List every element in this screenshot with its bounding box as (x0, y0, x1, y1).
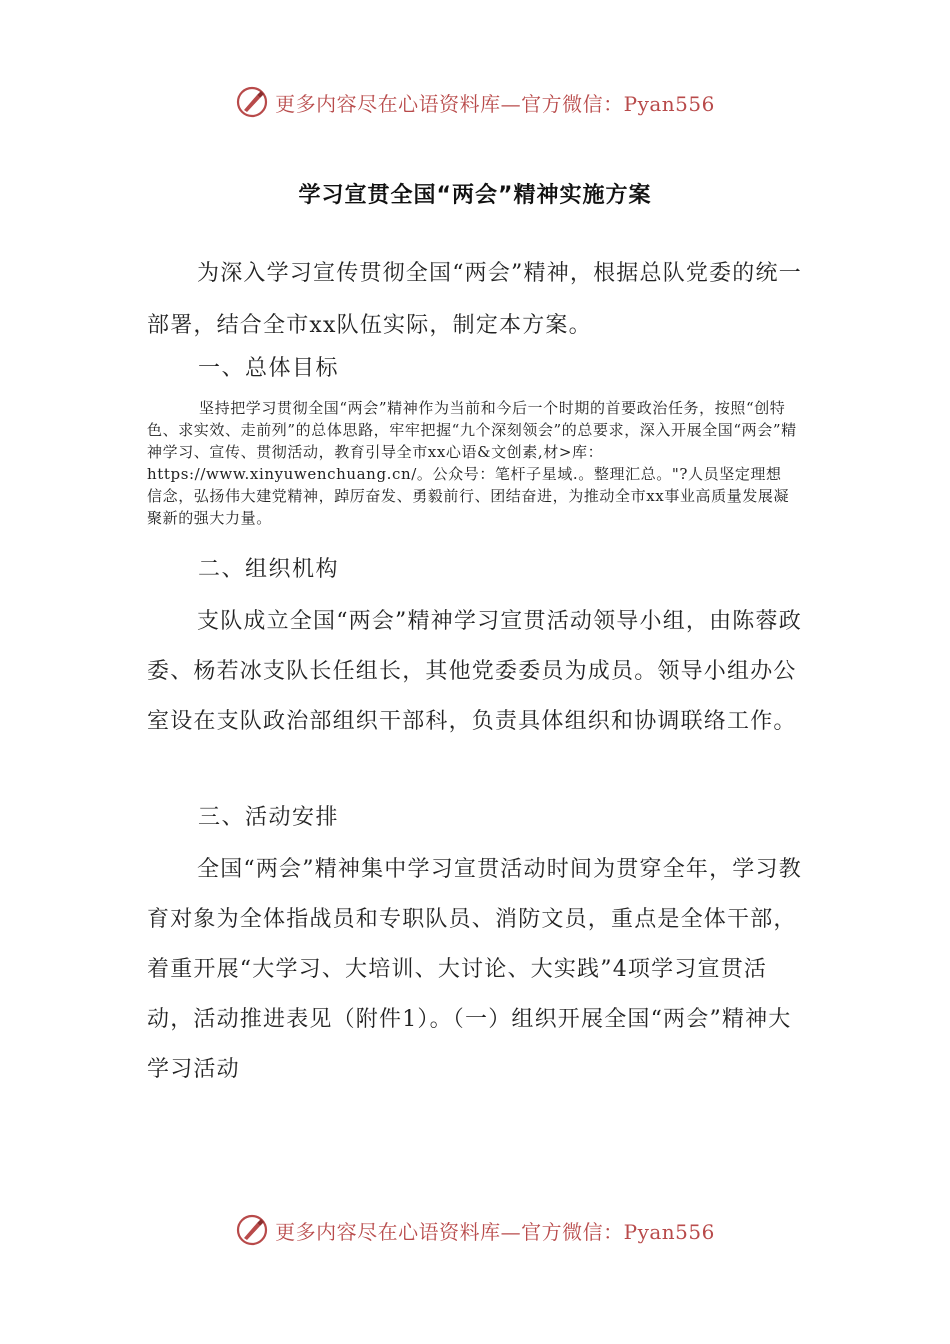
document-title: 学习宣贯全国“两会”精神实施方案 (298, 183, 652, 208)
intro-text: 为深入学习宣传贯彻全国“两会”精神，根据总队党委的统一部署，结合全市xx队伍实际，制定本方案。 (147, 261, 802, 338)
section-body-activities (147, 845, 807, 1095)
section-body-goals (147, 397, 797, 529)
section-body-organization (147, 597, 807, 747)
watermark-text: 更多内容尽在心语资料库—官方微信：Pyan556 (275, 1219, 715, 1244)
goals-text: 坚持把学习贯彻全国“两会”精神作为当前和今后一个时期的首要政治任务，按照“创特色、求实效、走前列”的总体思路，牢牢把握“九个深刻领会”的总要求，深入开展全国“两会”精神学习、宣传、贯彻活动，教育引导全市xx心语&文创素,材>库：https://www.xinyuwenchuang.cn/。公众号：笔杆子星域.。整理汇总。"?人员坚定理想信念，弘扬伟大建党精神，踔厉奋发、勇毅前行、团结奋进，为推动全市xx事业高质量发展凝聚新的强大力量。 (147, 399, 797, 527)
activities-text: 全国“两会”精神集中学习宣贯活动时间为贯穿全年，学习教育对象为全体指战员和专职队员、消防文员，重点是全体干部，着重开展“大学习、大培训、大讨论、大实践”4项学习宣贯活动，活动推进表见（附件1）。（一）组织开展全国“两会”精神大学习活动 (147, 857, 802, 1082)
pen-logo-icon (235, 1213, 269, 1247)
pen-logo-icon (235, 85, 269, 119)
section-heading-goals: 一、总体目标 (198, 356, 340, 381)
header-watermark (0, 80, 950, 124)
section-heading-activities: 三、活动安排 (198, 805, 340, 830)
footer-watermark (0, 1208, 950, 1252)
watermark-text: 更多内容尽在心语资料库—官方微信：Pyan556 (275, 91, 715, 116)
section-heading-organization: 二、组织机构 (198, 557, 340, 582)
organization-text: 支队成立全国“两会”精神学习宣贯活动领导小组，由陈蓉政委、杨若冰支队长任组长，其他党委委员为成员。领导小组办公室设在支队政治部组织干部科，负责具体组织和协调联络工作。 (147, 609, 802, 734)
intro-paragraph (147, 248, 807, 352)
